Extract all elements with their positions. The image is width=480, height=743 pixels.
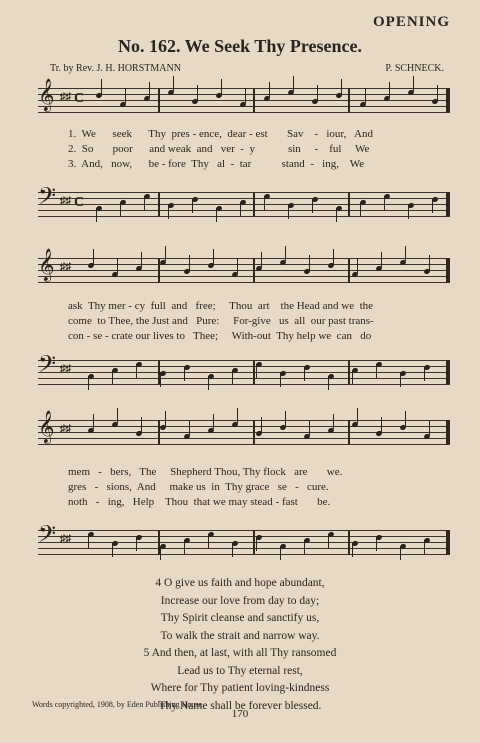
key-signature-icon: ♯♯ [60,195,71,207]
note-stem [336,208,337,222]
note-stem [112,543,113,557]
staff-line [38,438,450,439]
note-stem [285,411,286,426]
note-stem [317,85,318,100]
note-stem [280,546,281,560]
lyric-line: 1. We seek Thy pres - ence, dear - est Sav - iour, And [68,128,373,140]
note-stem [269,82,270,97]
note-stem [184,367,185,381]
staff-line [38,384,450,385]
note-stem [232,543,233,557]
staff-line [38,216,450,217]
note-stem [117,258,118,273]
note-stem [240,202,241,216]
note-stem [256,364,257,378]
note-stem [352,370,353,384]
treble-staff-3 [38,412,450,444]
end-bar-line [446,258,450,282]
note-stem [309,420,310,435]
note-stem [389,82,390,97]
verse-line: 5 And then, at last, with all Thy ransomed [143,647,337,659]
note-stem [93,414,94,429]
copyright-notice: Words copyrighted, 1908, by Eden Publishing House. [32,700,205,709]
end-bar-line [446,88,450,112]
note-stem [400,546,401,560]
note-stem [165,246,166,261]
note-stem [101,79,102,94]
key-signature-icon: ♯♯ [60,261,71,273]
note-stem [120,202,121,216]
note-stem [160,546,161,560]
note-stem [96,208,97,222]
note-stem [304,367,305,381]
note-stem [432,199,433,213]
note-stem [141,417,142,432]
note-stem [288,205,289,219]
key-signature-icon: ♯♯ [60,423,71,435]
note-stem [360,202,361,216]
staff-line [38,432,450,433]
staff-line [38,366,450,367]
translator-credit: Tr. by Rev. J. H. HORSTMANN [50,63,181,74]
note-stem [405,246,406,261]
note-stem [381,417,382,432]
note-stem [213,414,214,429]
lyric-line: noth - ing, Help Thou that we may stead - fast be. [68,496,331,508]
note-stem [173,76,174,91]
note-stem [112,370,113,384]
verse-line: To walk the strait and narrow way. [160,629,320,642]
note-stem [136,537,137,551]
end-bar-line [446,530,450,554]
staff-line [38,548,450,549]
bar-line [348,258,350,282]
bar-line [253,530,255,554]
treble-staff-1 [38,80,450,112]
treble-clef-icon: 𝄞 [38,412,55,443]
staff-line [38,542,450,543]
staff-line [38,554,450,555]
note-stem [125,88,126,103]
note-stem [405,411,406,426]
note-stem [168,205,169,219]
staff-line [38,270,450,271]
staff-line [38,360,450,361]
note-stem [197,85,198,100]
key-signature-icon: ♯♯ [60,533,71,545]
treble-staff-2 [38,250,450,282]
bar-line [253,360,255,384]
note-stem [144,196,145,210]
note-stem [357,408,358,423]
staff-line [38,420,450,421]
note-stem [424,367,425,381]
time-signature-icon: C [74,91,85,106]
verse-line: Lead us to Thy eternal rest, [177,664,303,677]
bass-clef-icon: 𝄢 [38,184,57,215]
end-bar-line [446,420,450,444]
bar-line [253,258,255,282]
staff-line [38,282,450,283]
note-stem [280,373,281,387]
note-stem [376,537,377,551]
verse-line: Thy Spirit cleanse and sanctify us, [160,612,320,624]
verse-4 [0,575,480,645]
note-stem [264,196,265,210]
bass-clef-icon: 𝄢 [38,352,57,383]
staff-line [38,264,450,265]
hymn-title: No. 162. We Seek Thy Presence. [118,36,362,56]
lyric-line: mem - bers, The Shepherd Thou, Thy flock are we. [68,466,343,478]
note-stem [357,258,358,273]
time-signature-icon: C [74,195,85,210]
bar-line [253,420,255,444]
lyric-line: 3. And, now, be - fore Thy al - tar stand - ing, We [68,158,365,170]
note-stem [208,534,209,548]
note-stem [136,364,137,378]
note-stem [424,540,425,554]
section-label: OPENING [372,14,450,30]
staff-line [38,444,450,445]
key-signature-icon: ♯♯ [60,91,71,103]
note-stem [117,408,118,423]
bar-line [253,192,255,216]
note-stem [376,364,377,378]
note-stem [352,543,353,557]
composer-credit: P. SCHNECK. [385,63,444,74]
note-stem [261,252,262,267]
staff-line [38,536,450,537]
note-stem [221,79,222,94]
note-stem [341,79,342,94]
end-bar-line [446,192,450,216]
note-stem [216,208,217,222]
note-stem [400,373,401,387]
bar-line [348,420,350,444]
treble-clef-icon: 𝄞 [38,80,55,111]
bar-line [348,530,350,554]
bar-line [253,88,255,112]
end-bar-line [446,360,450,384]
note-stem [312,199,313,213]
bass-clef-icon: 𝄢 [38,522,57,553]
note-stem [285,246,286,261]
bar-line [158,88,160,112]
staff-line [38,530,450,531]
note-stem [304,540,305,554]
verse-line: Increase our love from day to day; [160,594,320,607]
page-number: 170 [231,708,249,720]
lyric-line: ask Thy mer - cy full and free; Thou art the Head and we the [68,300,374,312]
note-stem [184,540,185,554]
note-stem [213,249,214,264]
note-stem [256,537,257,551]
note-stem [293,76,294,91]
staff-line [38,426,450,427]
note-stem [141,252,142,267]
bass-staff-1 [38,184,450,216]
staff-line [38,112,450,113]
verse-line: Where for Thy patient loving-kindness [150,682,330,694]
note-stem [365,88,366,103]
note-stem [232,370,233,384]
bar-line [158,420,160,444]
lyric-line: come to Thee, the Just and Pure: For-give us all our past trans- [68,315,374,327]
verse-line: Thy Name shall be forever blessed. [158,699,322,712]
note-stem [237,258,238,273]
note-stem [165,411,166,426]
bass-staff-2 [38,352,450,384]
note-stem [189,420,190,435]
bass-staff-3 [38,522,450,554]
note-stem [429,255,430,270]
key-signature-icon: ♯♯ [60,363,71,375]
note-stem [149,82,150,97]
bar-line [158,192,160,216]
note-stem [160,373,161,387]
note-stem [88,376,89,390]
note-stem [413,76,414,91]
note-stem [189,255,190,270]
note-stem [429,420,430,435]
note-stem [384,196,385,210]
note-stem [328,376,329,390]
staff-line [38,258,450,259]
note-stem [237,408,238,423]
note-stem [381,252,382,267]
bar-line [348,192,350,216]
bar-line [348,360,350,384]
lyric-line: gres - sions, And make us in Thy grace se - cure. [68,481,329,493]
note-stem [328,534,329,548]
note-stem [208,376,209,390]
note-stem [88,534,89,548]
treble-clef-icon: 𝄞 [38,250,55,281]
lyric-line: con - se - crate our lives to Thee; With-out Thy help we can do [68,330,372,342]
lyric-line: 2. So poor and weak and ver - y sin - ful We [68,143,370,155]
staff-line [38,372,450,373]
note-stem [261,417,262,432]
staff-line [38,378,450,379]
note-stem [309,255,310,270]
note-stem [245,88,246,103]
note-stem [408,205,409,219]
bar-line [348,88,350,112]
note-stem [192,199,193,213]
note-stem [333,249,334,264]
staff-line [38,276,450,277]
note-stem [93,249,94,264]
verse-line: 4 O give us faith and hope abundant, [155,577,325,589]
note-stem [437,85,438,100]
note-stem [333,414,334,429]
